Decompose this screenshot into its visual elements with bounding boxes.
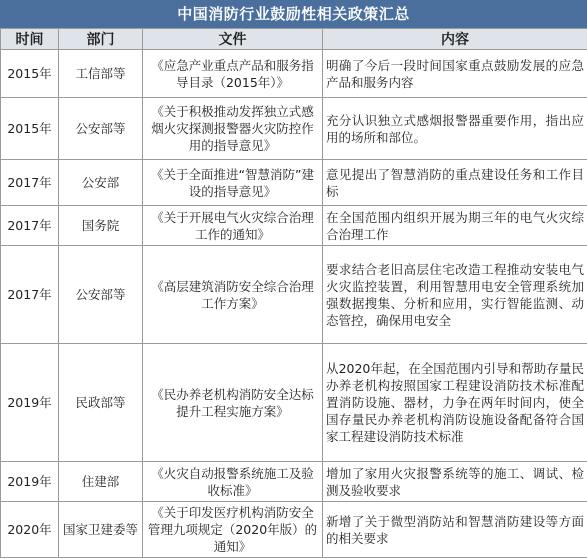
- row-dept: 公安部等: [59, 246, 143, 344]
- row-doc: 《关于全面推进“智慧消防”建设的指导意见》: [143, 160, 323, 206]
- row-content: 新增了关于微型消防站和智慧消防建设等方面的相关要求: [323, 502, 587, 558]
- table-row: [1, 502, 587, 558]
- row-doc: 《民办养老机构消防安全达标提升工程实施方案》: [143, 344, 323, 462]
- row-year: 2017年: [1, 246, 59, 344]
- row-doc: 《关于积极推动发挥独立式感烟火灾探测报警器火灾防控作用的指导意见》: [143, 98, 323, 160]
- row-year: 2015年: [1, 98, 59, 160]
- table-row: [1, 206, 587, 246]
- row-dept: 公安部等: [59, 98, 143, 160]
- row-year: 2017年: [1, 160, 59, 206]
- row-doc: 《应急产业重点产品和服务指导目录（2015年）》: [143, 50, 323, 98]
- header-content: 内容: [323, 29, 587, 50]
- table-row: [1, 160, 587, 206]
- row-year: 2015年: [1, 50, 59, 98]
- row-year: 2019年: [1, 344, 59, 462]
- table-row: [1, 50, 587, 98]
- header-doc: 文件: [143, 29, 323, 50]
- row-dept: 民政部等: [59, 344, 143, 462]
- table-row: [1, 344, 587, 462]
- row-year: 2017年: [1, 206, 59, 246]
- row-dept: 工信部等: [59, 50, 143, 98]
- row-year: 2019年: [1, 462, 59, 502]
- row-doc: 《高层建筑消防安全综合治理工作方案》: [143, 246, 323, 344]
- table-title: 中国消防行业鼓励性相关政策汇总: [0, 0, 587, 28]
- row-content: 充分认识独立式感烟报警器重要作用，指出应用的场所和部位。: [323, 98, 587, 160]
- table-row: [1, 98, 587, 160]
- row-content: 在全国范围内组织开展为期三年的电气火灾综合治理工作: [323, 206, 587, 246]
- row-year: 2020年: [1, 502, 59, 558]
- row-content: 增加了家用火灾报警系统等的施工、调试、检测及验收要求: [323, 462, 587, 502]
- row-content: 从2020年起，在全国范围内引导和帮助存量民办养老机构按照国家工程建设消防技术标准配置消防设施、器材，力争在两年时间内，使全国存量民办养老机构消防设施设备配备符合国家工程建设消防技术标准: [323, 344, 587, 462]
- row-dept: 公安部: [59, 160, 143, 206]
- row-doc: 《关于开展电气火灾综合治理工作的通知》: [143, 206, 323, 246]
- row-dept: 国务院: [59, 206, 143, 246]
- row-doc: 《关于印发医疗机构消防安全管理九项规定（2020年版）的通知》: [143, 502, 323, 558]
- policy-table: [0, 28, 587, 558]
- row-content: 明确了今后一段时间国家重点鼓励发展的应急产品和服务内容: [323, 50, 587, 98]
- row-content: 要求结合老旧高层住宅改造工程推动安装电气火灾监控装置，利用智慧用电安全管理系统加强数据搜集、分析和应用，实行智能监测、动态管控，确保用电安全: [323, 246, 587, 344]
- header-time: 时间: [1, 29, 59, 50]
- row-dept: 国家卫建委等: [59, 502, 143, 558]
- table-row: [1, 246, 587, 344]
- row-doc: 《火灾自动报警系统施工及验收标准》: [143, 462, 323, 502]
- header-row: [1, 29, 587, 50]
- row-dept: 住建部: [59, 462, 143, 502]
- header-dept: 部门: [59, 29, 143, 50]
- table-row: [1, 462, 587, 502]
- row-content: 意见提出了智慧消防的重点建设任务和工作目标: [323, 160, 587, 206]
